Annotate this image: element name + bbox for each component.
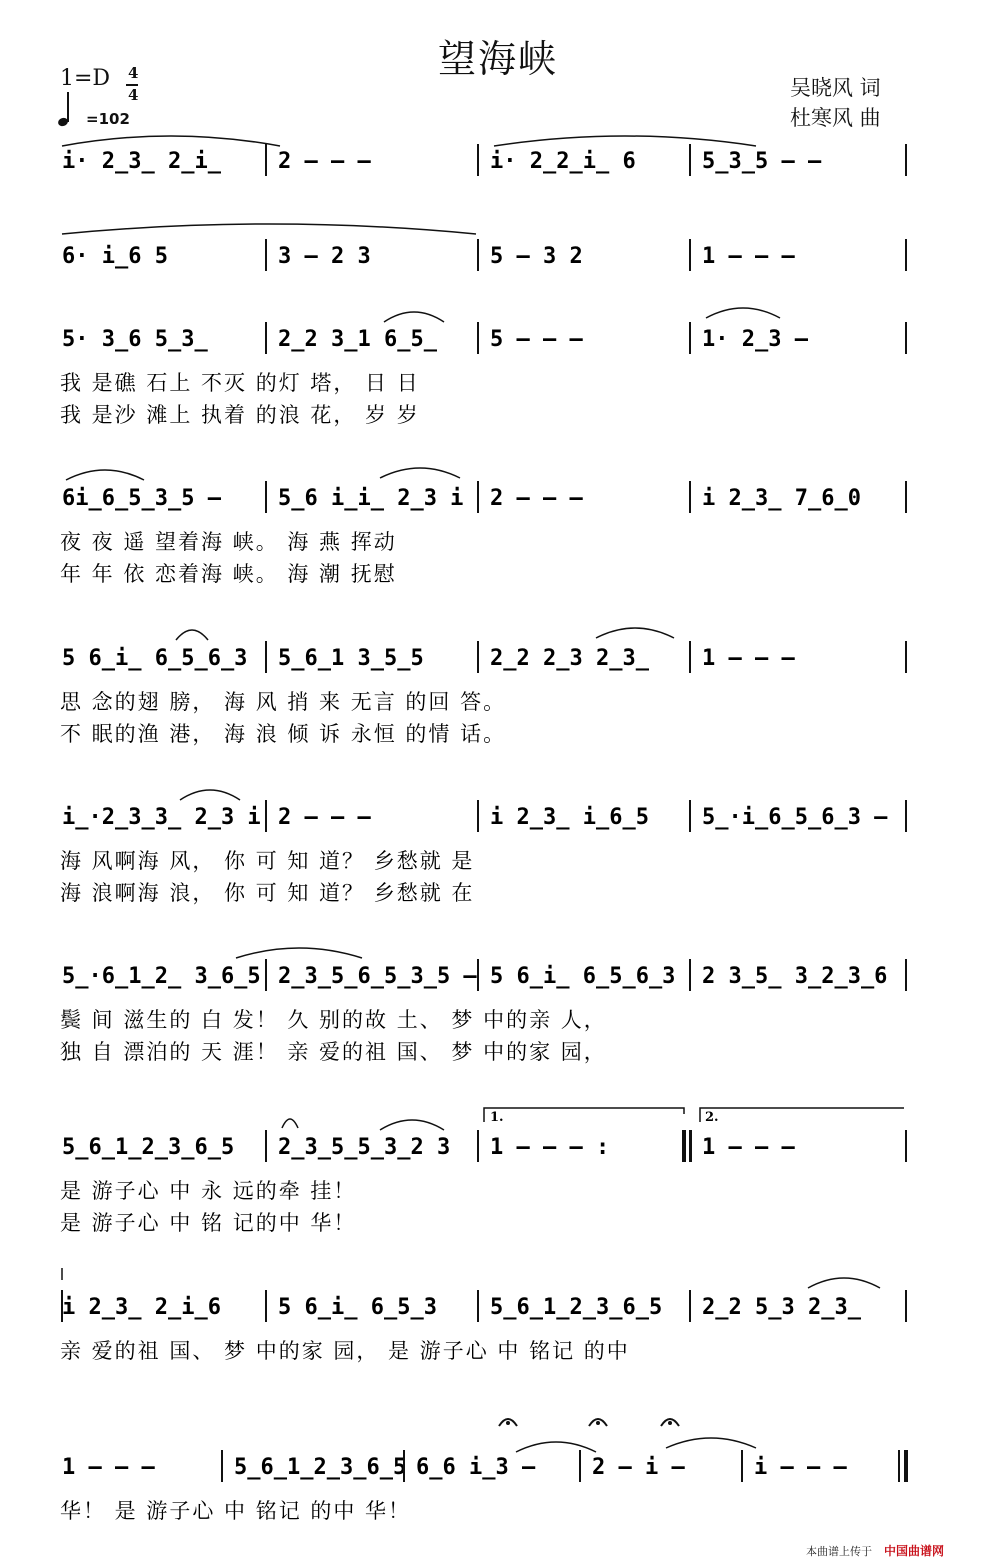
volta-label-2: 2. [705, 1110, 719, 1125]
volta-bracket-1 [484, 1108, 684, 1122]
slur-arc [282, 1119, 298, 1128]
measure-notes: 2 – – – [278, 805, 371, 830]
measure-notes: 6̲6 i̲3 – [416, 1455, 536, 1480]
measure-notes: 5 6̲i̲ 6̲5̲6̲3 [490, 964, 676, 989]
measure-notes: 1· 2̲3 – [702, 327, 808, 352]
lyric-line: 鬓 间 滋生的 白 发！ 久 别的故 土、 梦 中的亲 人， [60, 1008, 607, 1032]
measure-notes: 5̲6̲1̲2̲3̲6̲5 [234, 1455, 407, 1480]
lyric-line: 不 眠的渔 港， 海 浪 倾 诉 永恒 的情 话。 [60, 722, 507, 746]
site-logo: 中国曲谱网 [884, 1544, 945, 1558]
measure-notes: 5̲6̲1̲2̲3̲6̲5 [490, 1295, 663, 1320]
measure-notes: i· 2̲2̲i̲ 6 [490, 149, 636, 174]
measure-notes: 1 – – – [702, 1135, 795, 1160]
slur-arc [494, 136, 756, 146]
measure-notes: i· 2̲3̲ 2̲i̲ [62, 149, 221, 174]
slur-arc [380, 468, 460, 478]
lyric-line: 是 游子心 中 铭 记的中 华！ [60, 1211, 357, 1235]
song-title: 望海峡 [437, 37, 558, 81]
lyric-line: 我 是礁 石上 不灭 的灯 塔， 日 日 [60, 371, 420, 395]
lyric-line: 思 念的翅 膀， 海 风 捎 来 无言 的回 答。 [60, 690, 507, 714]
measure-notes: i 2̲3̲ 7̲6̲0 [702, 486, 861, 511]
slur-arc [176, 630, 208, 640]
lyric-line: 华！ 是 游子心 中 铭记 的中 华！ [60, 1499, 412, 1523]
measure-notes: 5̲6 i̲i̲ 2̲3 i [278, 486, 464, 511]
measure-notes: i 2̲3̲ i̲6̲5 [490, 805, 649, 830]
measure-notes: 3 – 2 3 [278, 244, 371, 269]
measure-notes: i – – – [754, 1455, 847, 1480]
measure-notes: 5̲6̲1̲2̲3̲6̲5 [62, 1135, 235, 1160]
measure-notes: 5 – 3 2 [490, 244, 583, 269]
measure-notes: 2̲3̲5̲5̲3̲2 3 [278, 1135, 451, 1160]
slur-arc [706, 308, 780, 318]
lyric-line: 是 游子心 中 永 远的牵 挂！ [60, 1179, 357, 1203]
tempo-marking: =102 [86, 110, 130, 128]
slur-arc [808, 1278, 880, 1288]
measure-notes: 5 6̲i̲ 6̲5̲3 [278, 1295, 437, 1320]
measure-notes: i̲·2̲3̲3̲ 2̲3 i [62, 805, 261, 830]
measure-notes: 2̲3̲5̲6̲5̲3̲5 – [278, 964, 477, 989]
slur-arc [180, 790, 240, 800]
slur-arc [236, 948, 362, 958]
lyricist-credit: 吴晓风 词 [790, 76, 881, 100]
lyric-line: 独 自 漂泊的 天 涯！ 亲 爱的祖 国、 梦 中的家 园， [60, 1040, 607, 1064]
measure-notes: 2̲2 2̲3 2̲3̲ [490, 646, 649, 671]
measure-notes: 1 – – – : [490, 1135, 610, 1160]
measure-notes: 2 – – – [278, 149, 371, 174]
slur-arc [666, 1438, 756, 1448]
lyric-line: 海 浪啊海 浪， 你 可 知 道？ 乡愁就 在 [60, 881, 475, 905]
measure-notes: 2 3̲5̲ 3̲2̲3̲6 [702, 964, 888, 989]
measure-notes: 1 – – – [702, 646, 795, 671]
measure-notes: 5̲6̲1 3̲5̲5 [278, 646, 424, 671]
measure-notes: 1 – – – [702, 244, 795, 269]
slur-arc [380, 1120, 444, 1130]
slur-arc [62, 224, 476, 234]
measure-notes: 6· i̲6 5 [62, 244, 168, 269]
measure-notes: 5̲3̲5 – – [702, 149, 822, 174]
key-signature: 1=D [60, 66, 111, 91]
slur-arc [596, 628, 674, 638]
time-signature-numerator: 4 [128, 64, 139, 82]
measure-notes: 5 – – – [490, 327, 583, 352]
slur-arc [516, 1442, 596, 1452]
measure-notes: 2 – – – [490, 486, 583, 511]
volta-bracket-2 [700, 1108, 904, 1122]
slur-arc [66, 470, 144, 480]
lyric-line: 我 是沙 滩上 执着 的浪 花， 岁 岁 [60, 403, 420, 427]
lyric-line: 亲 爱的祖 国、 梦 中的家 园， 是 游子心 中 铭记 的中 [60, 1339, 630, 1363]
time-signature-denominator: 4 [128, 86, 139, 104]
measure-notes: 2 – i – [592, 1455, 685, 1480]
measure-notes: i 2̲3̲ 2̲i̲6 [62, 1295, 221, 1320]
measure-notes: 5̲·6̲1̲2̲ 3̲6̲5 [62, 964, 261, 989]
slur-arc [62, 136, 280, 146]
measure-notes: 5 6̲i̲ 6̲5̲6̲3 [62, 646, 248, 671]
fermata-dot [596, 1421, 600, 1425]
fermata-dot [668, 1421, 672, 1425]
measure-notes: 2̲2 3̲1 6̲5̲ [278, 327, 437, 352]
lyric-line: 年 年 依 恋着海 峡。 海 潮 抚慰 [60, 562, 397, 586]
lyric-line: 夜 夜 遥 望着海 峡。 海 燕 挥动 [60, 530, 397, 554]
measure-notes: 2̲2 5̲3 2̲3̲ [702, 1295, 861, 1320]
measure-notes: 5· 3̲6 5̲3̲ [62, 327, 208, 352]
slur-arc [384, 312, 444, 322]
lyric-line: 海 风啊海 风， 你 可 知 道？ 乡愁就 是 [60, 849, 475, 873]
measure-notes: 5̲·i̲6̲5̲6̲3 – [702, 805, 888, 830]
footer-text: 本曲谱上传于 [806, 1545, 872, 1558]
fermata-dot [506, 1421, 510, 1425]
composer-credit: 杜寒风 曲 [790, 106, 881, 130]
measure-notes: 1 – – – [62, 1455, 155, 1480]
volta-label-1: 1. [490, 1110, 504, 1125]
measure-notes: 6i̲6̲5̲3̲5 – [62, 486, 221, 511]
